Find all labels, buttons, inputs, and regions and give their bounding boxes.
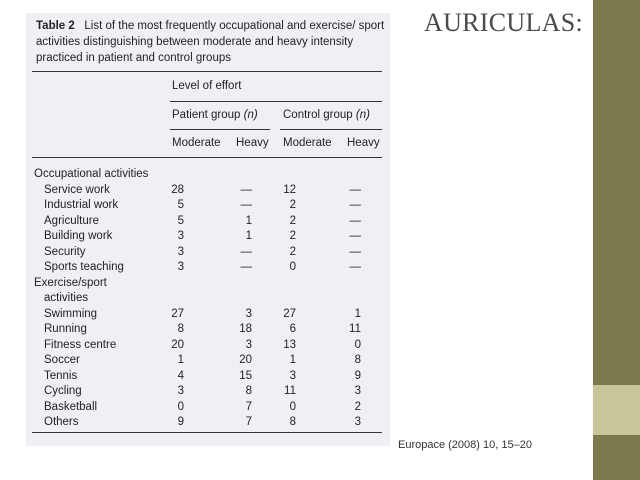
cell-pm: 20 [171,338,184,351]
cell-pm: 3 [177,385,184,397]
cell-ch: 3 [354,416,361,428]
cell-pm: 28 [171,183,184,196]
cell-ch: 2 [354,400,361,413]
table-image [26,13,390,446]
cell-ch: 3 [354,385,361,397]
cell-cm: 2 [289,199,296,211]
table-row [26,261,390,276]
table-row [26,370,390,385]
cell-ph: 18 [239,323,252,335]
cell-ph: — [240,199,252,211]
control-rule [280,129,382,130]
table-caption [36,18,388,66]
cell-ch: 0 [354,338,361,351]
cell-ph: 7 [245,400,252,413]
citation: Europace (2008) 10, 15–20 [398,439,532,451]
cell-cm: 6 [289,323,296,335]
row-label: Exercise/sport [34,276,107,289]
top-rule [32,71,382,72]
table-row [26,385,390,400]
row-label: Security [44,245,86,258]
table-number: Table 2 [36,20,75,32]
table-row [26,215,390,230]
table-row [26,308,390,323]
section-row [26,277,390,292]
header-patient-moderate: Moderate [172,137,221,149]
cell-ch: — [349,214,361,227]
patient-rule [170,129,270,130]
row-label: Swimming [44,307,98,320]
section-row [26,168,390,183]
table-row [26,354,390,369]
level-rule [170,101,382,102]
header-level: Level of effort [172,80,242,92]
section-row [26,292,390,307]
row-label: Agriculture [44,214,99,227]
cell-ph: 20 [239,354,252,366]
cell-pm: 5 [177,199,184,211]
cell-ph: 1 [245,214,252,227]
table-row [26,323,390,338]
row-label: Building work [44,230,113,242]
cell-ch: 11 [349,323,361,335]
cell-ph: — [240,261,252,273]
header-bottom-rule [32,157,382,158]
cell-pm: 27 [171,307,184,320]
cell-cm: 11 [284,385,296,397]
sidebar-accent [593,385,640,435]
table-row [26,416,390,431]
row-label: Occupational activities [34,168,149,180]
cell-ph: 7 [245,416,252,428]
cell-ph: 15 [239,369,252,382]
slide-title: AURICULAS: [424,8,584,37]
header-control-group: Control group (n) [283,109,370,121]
table-row [26,401,390,416]
row-label: Tennis [44,369,78,382]
cell-cm: 8 [289,416,296,428]
cell-ch: 1 [354,307,361,320]
table-row [26,199,390,214]
header-control-moderate: Moderate [283,137,332,149]
header-control-heavy: Heavy [347,137,380,149]
row-label: Fitness centre [44,338,117,351]
cell-ch: — [349,199,361,211]
row-label: activities [44,292,89,304]
table-row [26,184,390,199]
cell-ph: 8 [245,385,252,397]
cell-ch: — [349,183,361,196]
cell-ch: 8 [354,354,361,366]
cell-cm: 1 [289,354,296,366]
table-caption-text: List of the most frequently occupational and exercise/ sport activities distinguishing between moderate and heavy intensity practiced in patient and control groups [36,20,385,64]
cell-cm: 2 [289,230,296,242]
row-label: Cycling [44,385,82,397]
cell-cm: 2 [289,245,296,258]
cell-pm: 5 [177,214,184,227]
cell-pm: 3 [177,245,184,258]
cell-pm: 3 [177,261,184,273]
row-label: Soccer [44,354,80,366]
cell-pm: 1 [177,354,184,366]
cell-ph: — [240,245,252,258]
cell-pm: 9 [177,416,184,428]
cell-cm: 13 [283,338,296,351]
cell-cm: 3 [289,369,296,382]
row-label: Industrial work [44,199,119,211]
cell-ch: — [349,230,361,242]
table-row [26,339,390,354]
header-patient-group: Patient group (n) [172,109,258,121]
cell-cm: 2 [289,214,296,227]
cell-ph: 1 [245,230,252,242]
cell-ph: 3 [245,338,252,351]
row-label: Running [44,323,87,335]
header-patient-heavy: Heavy [236,137,269,149]
cell-ch: 9 [354,369,361,382]
row-label: Basketball [44,400,98,413]
cell-cm: 0 [289,400,296,413]
cell-ch: — [349,245,361,258]
cell-cm: 12 [283,183,296,196]
row-label: Sports teaching [44,261,124,273]
row-label: Others [44,416,79,428]
cell-ch: — [349,261,361,273]
cell-ph: — [240,183,252,196]
cell-cm: 27 [283,307,296,320]
table-row [26,230,390,245]
cell-pm: 8 [177,323,184,335]
cell-pm: 3 [177,230,184,242]
table-row [26,246,390,261]
cell-pm: 0 [177,400,184,413]
cell-pm: 4 [177,369,184,382]
cell-ph: 3 [245,307,252,320]
bottom-rule [32,432,382,433]
row-label: Service work [44,183,110,196]
cell-cm: 0 [289,261,296,273]
